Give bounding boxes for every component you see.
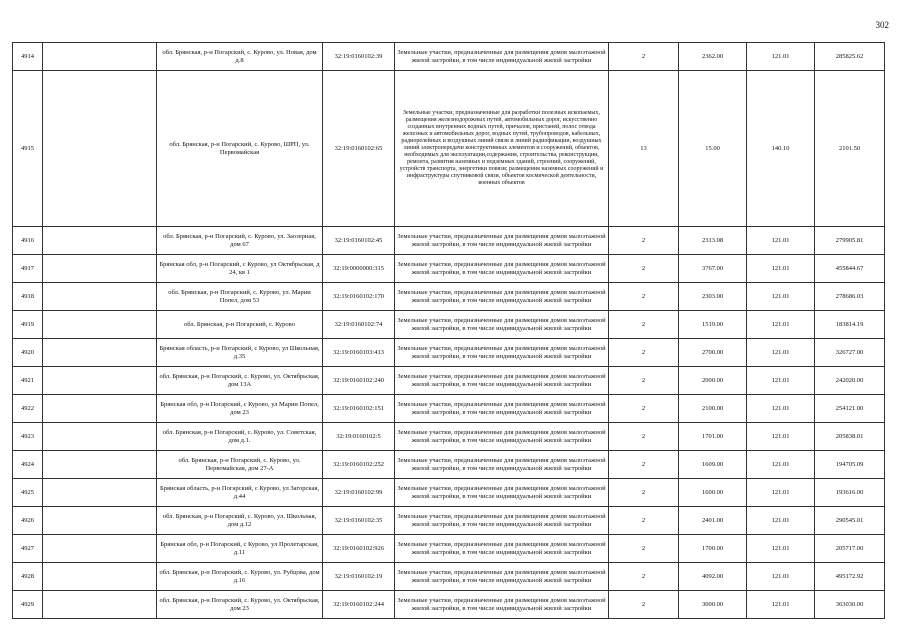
- cadastral-number-cell: 32:19:0160102:74: [323, 311, 395, 339]
- area-cell: 2401.00: [679, 507, 747, 535]
- group-number-cell: 2: [609, 367, 679, 395]
- empty-cell: [43, 71, 157, 227]
- row-number-cell: 4918: [13, 283, 43, 311]
- group-number-cell: 2: [609, 535, 679, 563]
- table-row: [13, 479, 885, 507]
- land-use-description-cell: Земельные участки, предназначенные для размещения домов малоэтажной жилой застройки, в том числе индивидуальной жилой застройки: [395, 563, 609, 591]
- address-cell: обл. Брянская, р-н Погарский, с. Курово: [157, 311, 323, 339]
- address-cell: Брянская область, р-н Погарский, с Курово, ул Школьная, д.35: [157, 339, 323, 367]
- cadastral-value-cell: 363030.00: [815, 591, 885, 619]
- table-body: [13, 43, 885, 619]
- cadastral-number-cell: 32:19:0160102:151: [323, 395, 395, 423]
- land-use-description-cell: Земельные участки, предназначенные для разработки полезных ископаемых, размещения железнодорожных путей, автомобильных дорог, искусственно созданных внутренних водных путей, причалов, пристаней, полос отвода железных и автомобильных дорог, водных путей, трубопроводов, кабельных, радиорелейных и воздушных линий связи и линий радиофикации, воздушных линий электропередачи конструктивных элементов и сооружений, объектов, необходимых для эксплуатации,содержания, строительства, реконструкции, ремонта, развития наземных и подземных зданий, строений, сооружений, устройств транспорта, энергетики повязи; размещения наземных сооружений и инфраструктуры спутниковой связи, объектов космической деятельности, военных объектов: [395, 71, 609, 227]
- row-number-cell: 4920: [13, 339, 43, 367]
- cadastral-number-cell: 32:19:0000000:315: [323, 255, 395, 283]
- group-number-cell: 2: [609, 395, 679, 423]
- cadastral-number-cell: 32:19:0160102:240: [323, 367, 395, 395]
- specific-value-cell: 121.01: [747, 367, 815, 395]
- table-row: [13, 451, 885, 479]
- empty-cell: [43, 227, 157, 255]
- empty-cell: [43, 507, 157, 535]
- cadastral-value-cell: 2101.50: [815, 71, 885, 227]
- address-cell: Брянская область, р-н Погарский, с Курово, ул Загорская, д.44: [157, 479, 323, 507]
- specific-value-cell: 121.01: [747, 423, 815, 451]
- specific-value-cell: 121.01: [747, 451, 815, 479]
- area-cell: 2000.00: [679, 367, 747, 395]
- cadastral-number-cell: 32:19:0160102:45: [323, 227, 395, 255]
- cadastral-value-cell: 495172.92: [815, 563, 885, 591]
- specific-value-cell: 121.01: [747, 311, 815, 339]
- specific-value-cell: 140.10: [747, 71, 815, 227]
- empty-cell: [43, 283, 157, 311]
- land-use-description-cell: Земельные участки, предназначенные для размещения домов малоэтажной жилой застройки, в том числе индивидуальной жилой застройки: [395, 227, 609, 255]
- address-cell: Брянская обл, р-н Погарский, с Курово, ул Пролетарская, д.11: [157, 535, 323, 563]
- cadastral-value-cell: 205717.00: [815, 535, 885, 563]
- cadastral-number-cell: 32:19:0160102:99: [323, 479, 395, 507]
- empty-cell: [43, 367, 157, 395]
- address-cell: обл. Брянская, р-н Погарский, с. Курово, ул. Школьная, дом д.12: [157, 507, 323, 535]
- address-cell: обл. Брянская, р-н Погарский, с. Курово, ул. Новая, дом д.8: [157, 43, 323, 71]
- empty-cell: [43, 395, 157, 423]
- table-row: [13, 535, 885, 563]
- cadastral-value-cell: 254121.00: [815, 395, 885, 423]
- table-row: [13, 311, 885, 339]
- row-number-cell: 4917: [13, 255, 43, 283]
- cadastral-number-cell: 32:19:0160102:5: [323, 423, 395, 451]
- area-cell: 4092.00: [679, 563, 747, 591]
- specific-value-cell: 121.01: [747, 339, 815, 367]
- land-use-description-cell: Земельные участки, предназначенные для размещения домов малоэтажной жилой застройки, в том числе индивидуальной жилой застройки: [395, 507, 609, 535]
- land-use-description-cell: Земельные участки, предназначенные для размещения домов малоэтажной жилой застройки, в том числе индивидуальной жилой застройки: [395, 255, 609, 283]
- address-cell: обл. Брянская, р-н Погарский, с. Курово, ШРП, ул. Первомайская: [157, 71, 323, 227]
- empty-cell: [43, 451, 157, 479]
- row-number-cell: 4925: [13, 479, 43, 507]
- land-use-description-cell: Земельные участки, предназначенные для размещения домов малоэтажной жилой застройки, в том числе индивидуальной жилой застройки: [395, 43, 609, 71]
- cadastral-value-cell: 455844.67: [815, 255, 885, 283]
- area-cell: 15.00: [679, 71, 747, 227]
- row-number-cell: 4915: [13, 71, 43, 227]
- area-cell: 2362.00: [679, 43, 747, 71]
- table-row: [13, 591, 885, 619]
- table-row: [13, 339, 885, 367]
- empty-cell: [43, 43, 157, 71]
- group-number-cell: 2: [609, 451, 679, 479]
- cadastral-number-cell: 32:19:0160102:926: [323, 535, 395, 563]
- table-row: [13, 71, 885, 227]
- empty-cell: [43, 535, 157, 563]
- area-cell: 2313.08: [679, 227, 747, 255]
- address-cell: обл. Брянская, р-н Погарский, с. Курово, ул. Октябрьская, дом 13А: [157, 367, 323, 395]
- group-number-cell: 2: [609, 339, 679, 367]
- cadastral-value-cell: 183814.19: [815, 311, 885, 339]
- row-number-cell: 4923: [13, 423, 43, 451]
- specific-value-cell: 121.01: [747, 591, 815, 619]
- specific-value-cell: 121.01: [747, 535, 815, 563]
- empty-cell: [43, 255, 157, 283]
- area-cell: 2100.00: [679, 395, 747, 423]
- land-use-description-cell: Земельные участки, предназначенные для размещения домов малоэтажной жилой застройки, в том числе индивидуальной жилой застройки: [395, 479, 609, 507]
- group-number-cell: 2: [609, 255, 679, 283]
- specific-value-cell: 121.01: [747, 255, 815, 283]
- group-number-cell: 2: [609, 479, 679, 507]
- land-use-description-cell: Земельные участки, предназначенные для размещения домов малоэтажной жилой застройки, в том числе индивидуальной жилой застройки: [395, 395, 609, 423]
- table-row: [13, 255, 885, 283]
- address-cell: обл. Брянская, р-н Погарский, с. Курово, ул. Октябрьская, дом 23: [157, 591, 323, 619]
- row-number-cell: 4922: [13, 395, 43, 423]
- empty-cell: [43, 423, 157, 451]
- group-number-cell: 2: [609, 591, 679, 619]
- cadastral-number-cell: 32:19:0160102:244: [323, 591, 395, 619]
- cadastral-value-cell: 279905.81: [815, 227, 885, 255]
- cadastral-number-cell: 32:19:0160102:35: [323, 507, 395, 535]
- address-cell: Брянская обл, р-н Погарский, с Курово, ул Октябрьская, д 24, кв 1: [157, 255, 323, 283]
- table-row: [13, 563, 885, 591]
- empty-cell: [43, 563, 157, 591]
- address-cell: Брянская обл, р-н Погарский, с Курово, ул Марии Попел, дом 23: [157, 395, 323, 423]
- area-cell: 1600.00: [679, 479, 747, 507]
- page-number: 302: [875, 20, 889, 30]
- land-use-description-cell: Земельные участки, предназначенные для размещения домов малоэтажной жилой застройки, в том числе индивидуальной жилой застройки: [395, 423, 609, 451]
- specific-value-cell: 121.01: [747, 507, 815, 535]
- land-use-description-cell: Земельные участки, предназначенные для размещения домов малоэтажной жилой застройки, в том числе индивидуальной жилой застройки: [395, 367, 609, 395]
- empty-cell: [43, 479, 157, 507]
- table-row: [13, 367, 885, 395]
- area-cell: 1519.00: [679, 311, 747, 339]
- table-row: [13, 283, 885, 311]
- empty-cell: [43, 339, 157, 367]
- group-number-cell: 13: [609, 71, 679, 227]
- area-cell: 2303.00: [679, 283, 747, 311]
- address-cell: обл. Брянская, р-н Погарский, с. Курово, ул. Марии Попел, дом 53: [157, 283, 323, 311]
- cadastral-number-cell: 32:19:0160102:39: [323, 43, 395, 71]
- specific-value-cell: 121.01: [747, 227, 815, 255]
- area-cell: 1700.00: [679, 535, 747, 563]
- cadastral-value-table: [12, 42, 885, 619]
- area-cell: 1701.00: [679, 423, 747, 451]
- address-cell: обл. Брянская, р-н Погарский, с. Курово, ул. Заозерная, дом 67: [157, 227, 323, 255]
- address-cell: обл. Брянская, р-н Погарский, с. Курово, ул. Первомайская, дом 27-А: [157, 451, 323, 479]
- cadastral-value-cell: 290545.01: [815, 507, 885, 535]
- cadastral-value-cell: 278686.03: [815, 283, 885, 311]
- group-number-cell: 2: [609, 507, 679, 535]
- group-number-cell: 2: [609, 227, 679, 255]
- land-use-description-cell: Земельные участки, предназначенные для размещения домов малоэтажной жилой застройки, в том числе индивидуальной жилой застройки: [395, 339, 609, 367]
- group-number-cell: 2: [609, 311, 679, 339]
- row-number-cell: 4927: [13, 535, 43, 563]
- group-number-cell: 2: [609, 423, 679, 451]
- group-number-cell: 2: [609, 283, 679, 311]
- land-use-description-cell: Земельные участки, предназначенные для размещения домов малоэтажной жилой застройки, в том числе индивидуальной жилой застройки: [395, 283, 609, 311]
- row-number-cell: 4919: [13, 311, 43, 339]
- cadastral-value-cell: 193616.00: [815, 479, 885, 507]
- specific-value-cell: 121.01: [747, 563, 815, 591]
- area-cell: 3767.00: [679, 255, 747, 283]
- row-number-cell: 4916: [13, 227, 43, 255]
- cadastral-value-cell: 242020.00: [815, 367, 885, 395]
- group-number-cell: 2: [609, 563, 679, 591]
- row-number-cell: 4929: [13, 591, 43, 619]
- cadastral-number-cell: 32:19:0160103:413: [323, 339, 395, 367]
- group-number-cell: 2: [609, 43, 679, 71]
- land-use-description-cell: Земельные участки, предназначенные для размещения домов малоэтажной жилой застройки, в том числе индивидуальной жилой застройки: [395, 591, 609, 619]
- empty-cell: [43, 591, 157, 619]
- cadastral-number-cell: 32:19:0160102:65: [323, 71, 395, 227]
- land-use-description-cell: Земельные участки, предназначенные для размещения домов малоэтажной жилой застройки, в том числе индивидуальной жилой застройки: [395, 535, 609, 563]
- land-use-description-cell: Земельные участки, предназначенные для размещения домов малоэтажной жилой застройки, в том числе индивидуальной жилой застройки: [395, 311, 609, 339]
- row-number-cell: 4924: [13, 451, 43, 479]
- area-cell: 3000.00: [679, 591, 747, 619]
- empty-cell: [43, 311, 157, 339]
- table-row: [13, 507, 885, 535]
- row-number-cell: 4926: [13, 507, 43, 535]
- row-number-cell: 4921: [13, 367, 43, 395]
- cadastral-value-cell: 285825.62: [815, 43, 885, 71]
- table-row: [13, 395, 885, 423]
- cadastral-number-cell: 32:19:0160102:170: [323, 283, 395, 311]
- table-row: [13, 423, 885, 451]
- cadastral-number-cell: 32:19:0160102:252: [323, 451, 395, 479]
- specific-value-cell: 121.01: [747, 479, 815, 507]
- row-number-cell: 4928: [13, 563, 43, 591]
- land-use-description-cell: Земельные участки, предназначенные для размещения домов малоэтажной жилой застройки, в том числе индивидуальной жилой застройки: [395, 451, 609, 479]
- table-row: [13, 43, 885, 71]
- area-cell: 2700.00: [679, 339, 747, 367]
- address-cell: обл. Брянская, р-н Погарский, с. Курово, ул. Рубцова, дом д.16: [157, 563, 323, 591]
- row-number-cell: 4914: [13, 43, 43, 71]
- address-cell: обл. Брянская, р-н Погарский, с. Курово, ул. Советская, дом д.1.: [157, 423, 323, 451]
- specific-value-cell: 121.01: [747, 395, 815, 423]
- specific-value-cell: 121.01: [747, 43, 815, 71]
- specific-value-cell: 121.01: [747, 283, 815, 311]
- cadastral-value-cell: 205838.01: [815, 423, 885, 451]
- table-row: [13, 227, 885, 255]
- area-cell: 1609.00: [679, 451, 747, 479]
- cadastral-number-cell: 32:19:0160102:19: [323, 563, 395, 591]
- cadastral-value-cell: 326727.00: [815, 339, 885, 367]
- cadastral-value-cell: 194705.09: [815, 451, 885, 479]
